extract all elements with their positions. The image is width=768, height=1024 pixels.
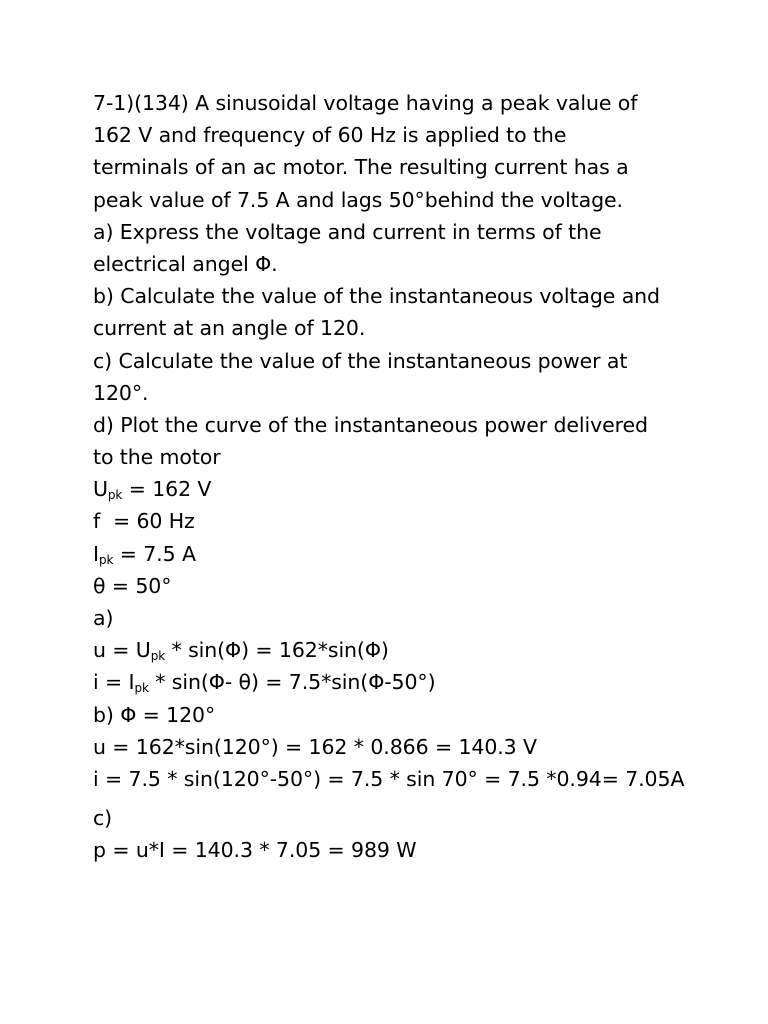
problem-line-5: a) Express the voltage and current in terms of the — [93, 219, 602, 244]
part-b-label: b) Φ = 120° — [93, 702, 216, 727]
problem-line-3: terminals of an ac motor. The resulting current has a — [93, 155, 629, 180]
problem-line-2: 162 V and frequency of 60 Hz is applied to the — [93, 123, 567, 148]
ipk-value: = 7.5 A — [113, 541, 196, 566]
voltage-equation-pre: u = U — [93, 638, 151, 663]
problem-line-11: d) Plot the curve of the instantaneous power delivered — [93, 412, 648, 437]
given-ipk — [93, 538, 753, 570]
voltage-equation — [93, 634, 753, 666]
upk-value: = 162 V — [122, 477, 212, 502]
ipk-symbol: I — [93, 541, 99, 566]
power-calculation: p = u*I = 140.3 * 7.05 = 989 W — [93, 838, 417, 863]
problem-line-12: to the motor — [93, 445, 221, 470]
upk-subscript: pk — [107, 488, 123, 503]
part-a-label: a) — [93, 606, 114, 630]
problem-line-7: b) Calculate the value of the instantaneous voltage and — [93, 284, 660, 309]
voltage-equation-post: * sin(Φ) = 162*sin(Φ) — [165, 638, 389, 663]
current-equation-post: * sin(Φ- θ) = 7.5*sin(Φ-50°) — [148, 670, 436, 695]
problem-line-10: 120°. — [93, 380, 149, 405]
problem-line-9: c) Calculate the value of the instantaneous power at — [93, 348, 628, 373]
given-frequency: f = 60 Hz — [93, 509, 195, 534]
ipk-subscript: pk — [98, 552, 114, 567]
given-upk — [93, 473, 753, 505]
voltage-equation-subscript: pk — [150, 649, 166, 664]
spacer — [93, 795, 753, 802]
voltage-calculation: u = 162*sin(120°) = 162 * 0.866 = 140.3 V — [93, 734, 537, 759]
upk-symbol: U — [93, 477, 108, 502]
current-equation-subscript: pk — [134, 681, 149, 696]
current-calculation: i = 7.5 * sin(120°-50°) = 7.5 * sin 70° = 7.5 *0.94= 7.05A — [93, 766, 685, 791]
problem-line-1: 7-1)(134) A sinusoidal voltage having a peak value of — [93, 91, 638, 115]
given-theta: θ = 50° — [93, 573, 172, 598]
document-page — [93, 87, 753, 867]
problem-line-8: current at an angle of 120. — [93, 316, 366, 341]
problem-line-4: peak value of 7.5 A and lags 50°behind the voltage. — [93, 187, 623, 212]
current-equation-pre: i = I — [93, 670, 135, 695]
part-c-label: c) — [93, 806, 113, 831]
problem-line-6: electrical angel Φ. — [93, 251, 278, 276]
current-equation — [93, 666, 753, 698]
